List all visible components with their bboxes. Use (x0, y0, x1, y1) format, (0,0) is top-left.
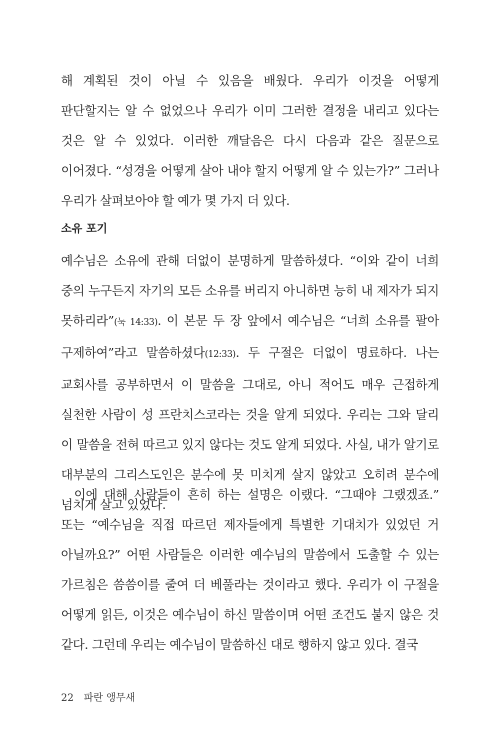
page-footer (61, 692, 135, 706)
page-number: 22 (61, 693, 74, 704)
scripture-reference: (눅 14:33) (113, 318, 158, 328)
body-paragraph (61, 246, 439, 520)
paragraph-text: . 두 구절은 더없이 명료하다. 나는 교회사를 공부하면서 이 말씀을 그대로, 아니 적어도 매우 근접하게 실천한 사람이 성 프란치스코라는 것을 알게 되었다. 우리는 그와 달리 이 말씀을 전혀 따르고 있지 않다는 것도 알게 되었다. 사실, 내가 알기로 대부분의 그리스도인은 분수에 못 미치게 살지 않았고 오히려 분수에 넘치게 살고 있었다. (61, 345, 439, 512)
scripture-reference: (12:33) (204, 350, 236, 360)
paragraph-text: 예수님은 소유에 관해 더없이 분명하게 말씀하셨다. “이와 같이 너희 중의 누구든지 자기의 모든 소유를 버리지 아니하면 능히 내 제자가 되지 못하리라” (61, 253, 439, 328)
body-paragraph: 이에 대해 사람들이 흔히 하는 설명은 이랬다. “그때야 그랬겠죠.” 또는 “예수님을 직접 따르던 제자들에게 특별한 기대치가 있었던 거 아닐까요?” 어떤 사람들은 이러한 예수님의 말씀에서 도출할 수 있는 가르침은 씀씀이를 줄여 더 베풀라는 것이라고 했다. 우리가 이 구절을 어떻게 읽든, 이것은 예수님이 하신 말씀이며 어떤 조건도 붙지 않은 것 같다. 그런데 우리는 예수님이 말씀하신 대로 행하지 않고 있다. 결국 (61, 487, 439, 652)
running-title: 파란 앵무새 (83, 693, 136, 704)
section-heading: 소유 포기 (61, 222, 108, 235)
paragraph-text: . 이 본문 두 장 앞에서 예수님은 “너희 소유를 팔아 구제하여”라고 말씀하셨다 (61, 313, 439, 360)
body-paragraph: 해 계획된 것이 아닐 수 있음을 배웠다. 우리가 이것을 어떻게 판단할지는 알 수 없었으나 우리가 이미 그러한 결정을 내리고 있다는 것은 알 수 있었다. 이러한 깨달음은 다시 다음과 같은 질문으로 이어졌다. “성경을 어떻게 살아 내야 할지 어떻게 알 수 있는가?” 그러나 우리가 살펴보아야 할 예가 몇 가지 더 있다. (61, 73, 439, 208)
